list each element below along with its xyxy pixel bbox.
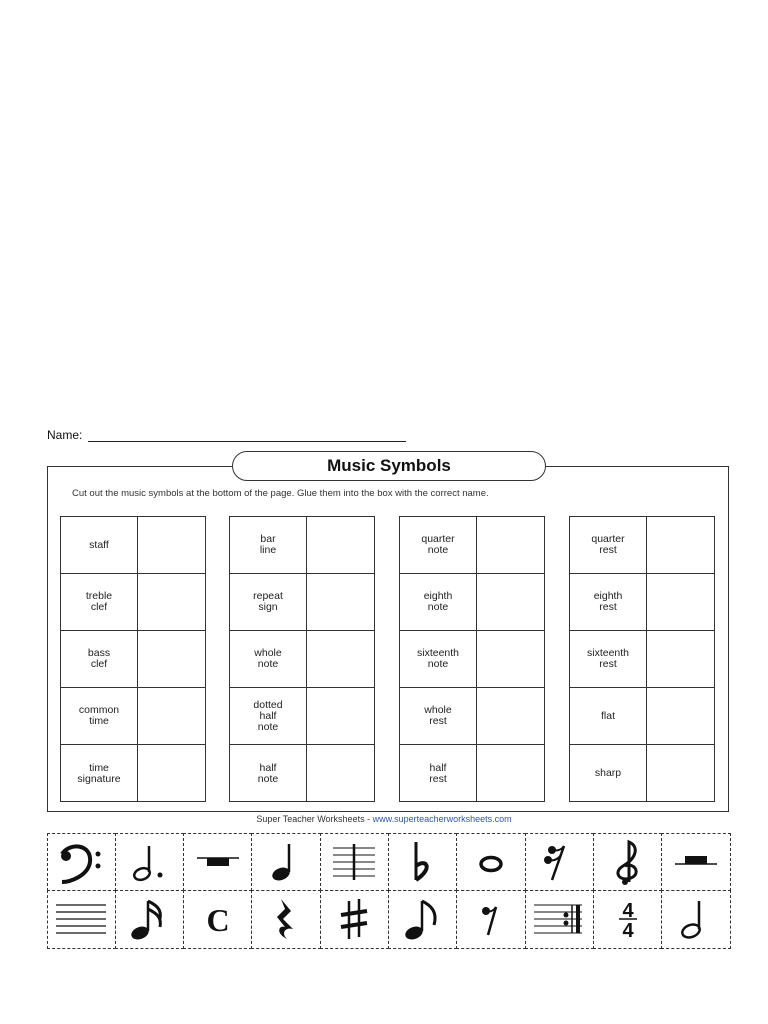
- cutout-cell[interactable]: [593, 890, 662, 949]
- answer-group-3: [399, 516, 545, 802]
- instructions: Cut out the music symbols at the bottom of the page. Glue them into the box with the correct name.: [72, 488, 489, 499]
- glue-box[interactable]: [307, 574, 374, 630]
- symbol-name-label: quarter note: [400, 517, 477, 573]
- cutout-cell[interactable]: [388, 833, 457, 892]
- glue-box[interactable]: [647, 688, 714, 744]
- answer-row: [400, 745, 544, 802]
- common-time-icon: [189, 895, 247, 943]
- time-signature-bottom: 4: [621, 920, 634, 943]
- answer-row: [570, 745, 714, 802]
- symbol-name-label: bar line: [230, 517, 307, 573]
- answer-row: [570, 517, 714, 574]
- answer-group-4: [569, 516, 715, 802]
- glue-box[interactable]: [307, 517, 374, 573]
- answer-row: [61, 688, 205, 745]
- whole-note-icon: [462, 838, 520, 886]
- cutout-cell[interactable]: [251, 890, 320, 949]
- glue-box[interactable]: [138, 745, 205, 802]
- glue-box[interactable]: [647, 574, 714, 630]
- symbol-name-label: eighth rest: [570, 574, 647, 630]
- symbol-name-label: half note: [230, 745, 307, 802]
- quarter-rest-icon: [257, 895, 315, 943]
- cutout-cell[interactable]: [456, 833, 525, 892]
- sixteenth-note-icon: [120, 895, 178, 943]
- cutout-symbols: [47, 833, 730, 948]
- answer-row: [61, 631, 205, 688]
- glue-box[interactable]: [138, 517, 205, 573]
- answer-row: [230, 631, 374, 688]
- footer: [0, 814, 768, 824]
- cutout-cell[interactable]: [251, 833, 320, 892]
- glue-box[interactable]: [307, 745, 374, 802]
- common-time-text: C: [206, 902, 230, 939]
- cutout-cell[interactable]: [661, 890, 730, 949]
- answer-row: [400, 631, 544, 688]
- answer-row: [570, 574, 714, 631]
- cutout-cell[interactable]: [593, 833, 662, 892]
- symbol-name-label: flat: [570, 688, 647, 744]
- staff-icon: [52, 895, 110, 943]
- glue-box[interactable]: [477, 574, 544, 630]
- answer-row: [61, 517, 205, 574]
- eighth-note-icon: [394, 895, 452, 943]
- name-field[interactable]: [88, 429, 406, 442]
- cutout-cell[interactable]: [320, 890, 389, 949]
- symbol-name-label: quarter rest: [570, 517, 647, 573]
- sharp-icon: [325, 895, 383, 943]
- half-rest-icon: [667, 838, 725, 886]
- half-note-icon: [667, 895, 725, 943]
- glue-box[interactable]: [647, 745, 714, 802]
- answer-row: [230, 688, 374, 745]
- answer-row: [400, 574, 544, 631]
- quarter-note-icon: [257, 838, 315, 886]
- symbol-name-label: sixteenth rest: [570, 631, 647, 687]
- answer-group-1: [60, 516, 206, 802]
- footer-link[interactable]: www.superteacherworksheets.com: [372, 814, 512, 824]
- symbol-name-label: repeat sign: [230, 574, 307, 630]
- symbol-name-label: eighth note: [400, 574, 477, 630]
- answer-row: [230, 517, 374, 574]
- page-title: Music Symbols: [232, 451, 546, 481]
- glue-box[interactable]: [647, 517, 714, 573]
- cutout-cell[interactable]: [456, 890, 525, 949]
- cutout-cell[interactable]: [47, 890, 116, 949]
- cutout-cell[interactable]: [525, 833, 594, 892]
- glue-box[interactable]: [647, 631, 714, 687]
- symbol-name-label: dotted half note: [230, 688, 307, 744]
- answer-row: [230, 574, 374, 631]
- glue-box[interactable]: [307, 688, 374, 744]
- cutout-cell[interactable]: [183, 890, 252, 949]
- cutout-cell[interactable]: [525, 890, 594, 949]
- eighth-rest-icon: [462, 895, 520, 943]
- answer-row: [61, 574, 205, 631]
- symbol-name-label: whole note: [230, 631, 307, 687]
- cutout-cell[interactable]: [47, 833, 116, 892]
- flat-icon: [394, 838, 452, 886]
- cutout-cell[interactable]: [115, 833, 184, 892]
- glue-box[interactable]: [477, 631, 544, 687]
- footer-text: Super Teacher Worksheets -: [256, 814, 373, 824]
- time-signature-icon: [599, 895, 657, 943]
- cutout-cell[interactable]: [320, 833, 389, 892]
- answer-row: [400, 517, 544, 574]
- glue-box[interactable]: [307, 631, 374, 687]
- cutout-cell[interactable]: [115, 890, 184, 949]
- sixteenth-rest-icon: [530, 838, 588, 886]
- answer-group-2: [229, 516, 375, 802]
- name-line: [47, 428, 406, 442]
- treble-clef-icon: [599, 838, 657, 886]
- symbol-name-label: half rest: [400, 745, 477, 802]
- answer-row: [400, 688, 544, 745]
- symbol-name-label: treble clef: [61, 574, 138, 630]
- dotted-half-note-icon: [120, 838, 178, 886]
- time-signature-top: 4: [621, 900, 634, 923]
- name-label: Name:: [47, 428, 83, 442]
- answer-row: [230, 745, 374, 802]
- whole-rest-icon: [189, 838, 247, 886]
- repeat-sign-icon: [530, 895, 588, 943]
- answer-row: [570, 631, 714, 688]
- glue-box[interactable]: [138, 574, 205, 630]
- answer-row: [61, 745, 205, 802]
- glue-box[interactable]: [477, 745, 544, 802]
- bass-clef-icon: [52, 838, 110, 886]
- symbol-name-label: whole rest: [400, 688, 477, 744]
- glue-box[interactable]: [138, 688, 205, 744]
- symbol-name-label: staff: [61, 517, 138, 573]
- glue-box[interactable]: [477, 688, 544, 744]
- cutout-cell[interactable]: [661, 833, 730, 892]
- symbol-name-label: common time: [61, 688, 138, 744]
- symbol-name-label: sharp: [570, 745, 647, 802]
- answer-row: [570, 688, 714, 745]
- bar-line-icon: [325, 838, 383, 886]
- symbol-name-label: sixteenth note: [400, 631, 477, 687]
- glue-box[interactable]: [138, 631, 205, 687]
- symbol-name-label: bass clef: [61, 631, 138, 687]
- symbol-name-label: time signature: [61, 745, 138, 802]
- glue-box[interactable]: [477, 517, 544, 573]
- cutout-cell[interactable]: [388, 890, 457, 949]
- cutout-cell[interactable]: [183, 833, 252, 892]
